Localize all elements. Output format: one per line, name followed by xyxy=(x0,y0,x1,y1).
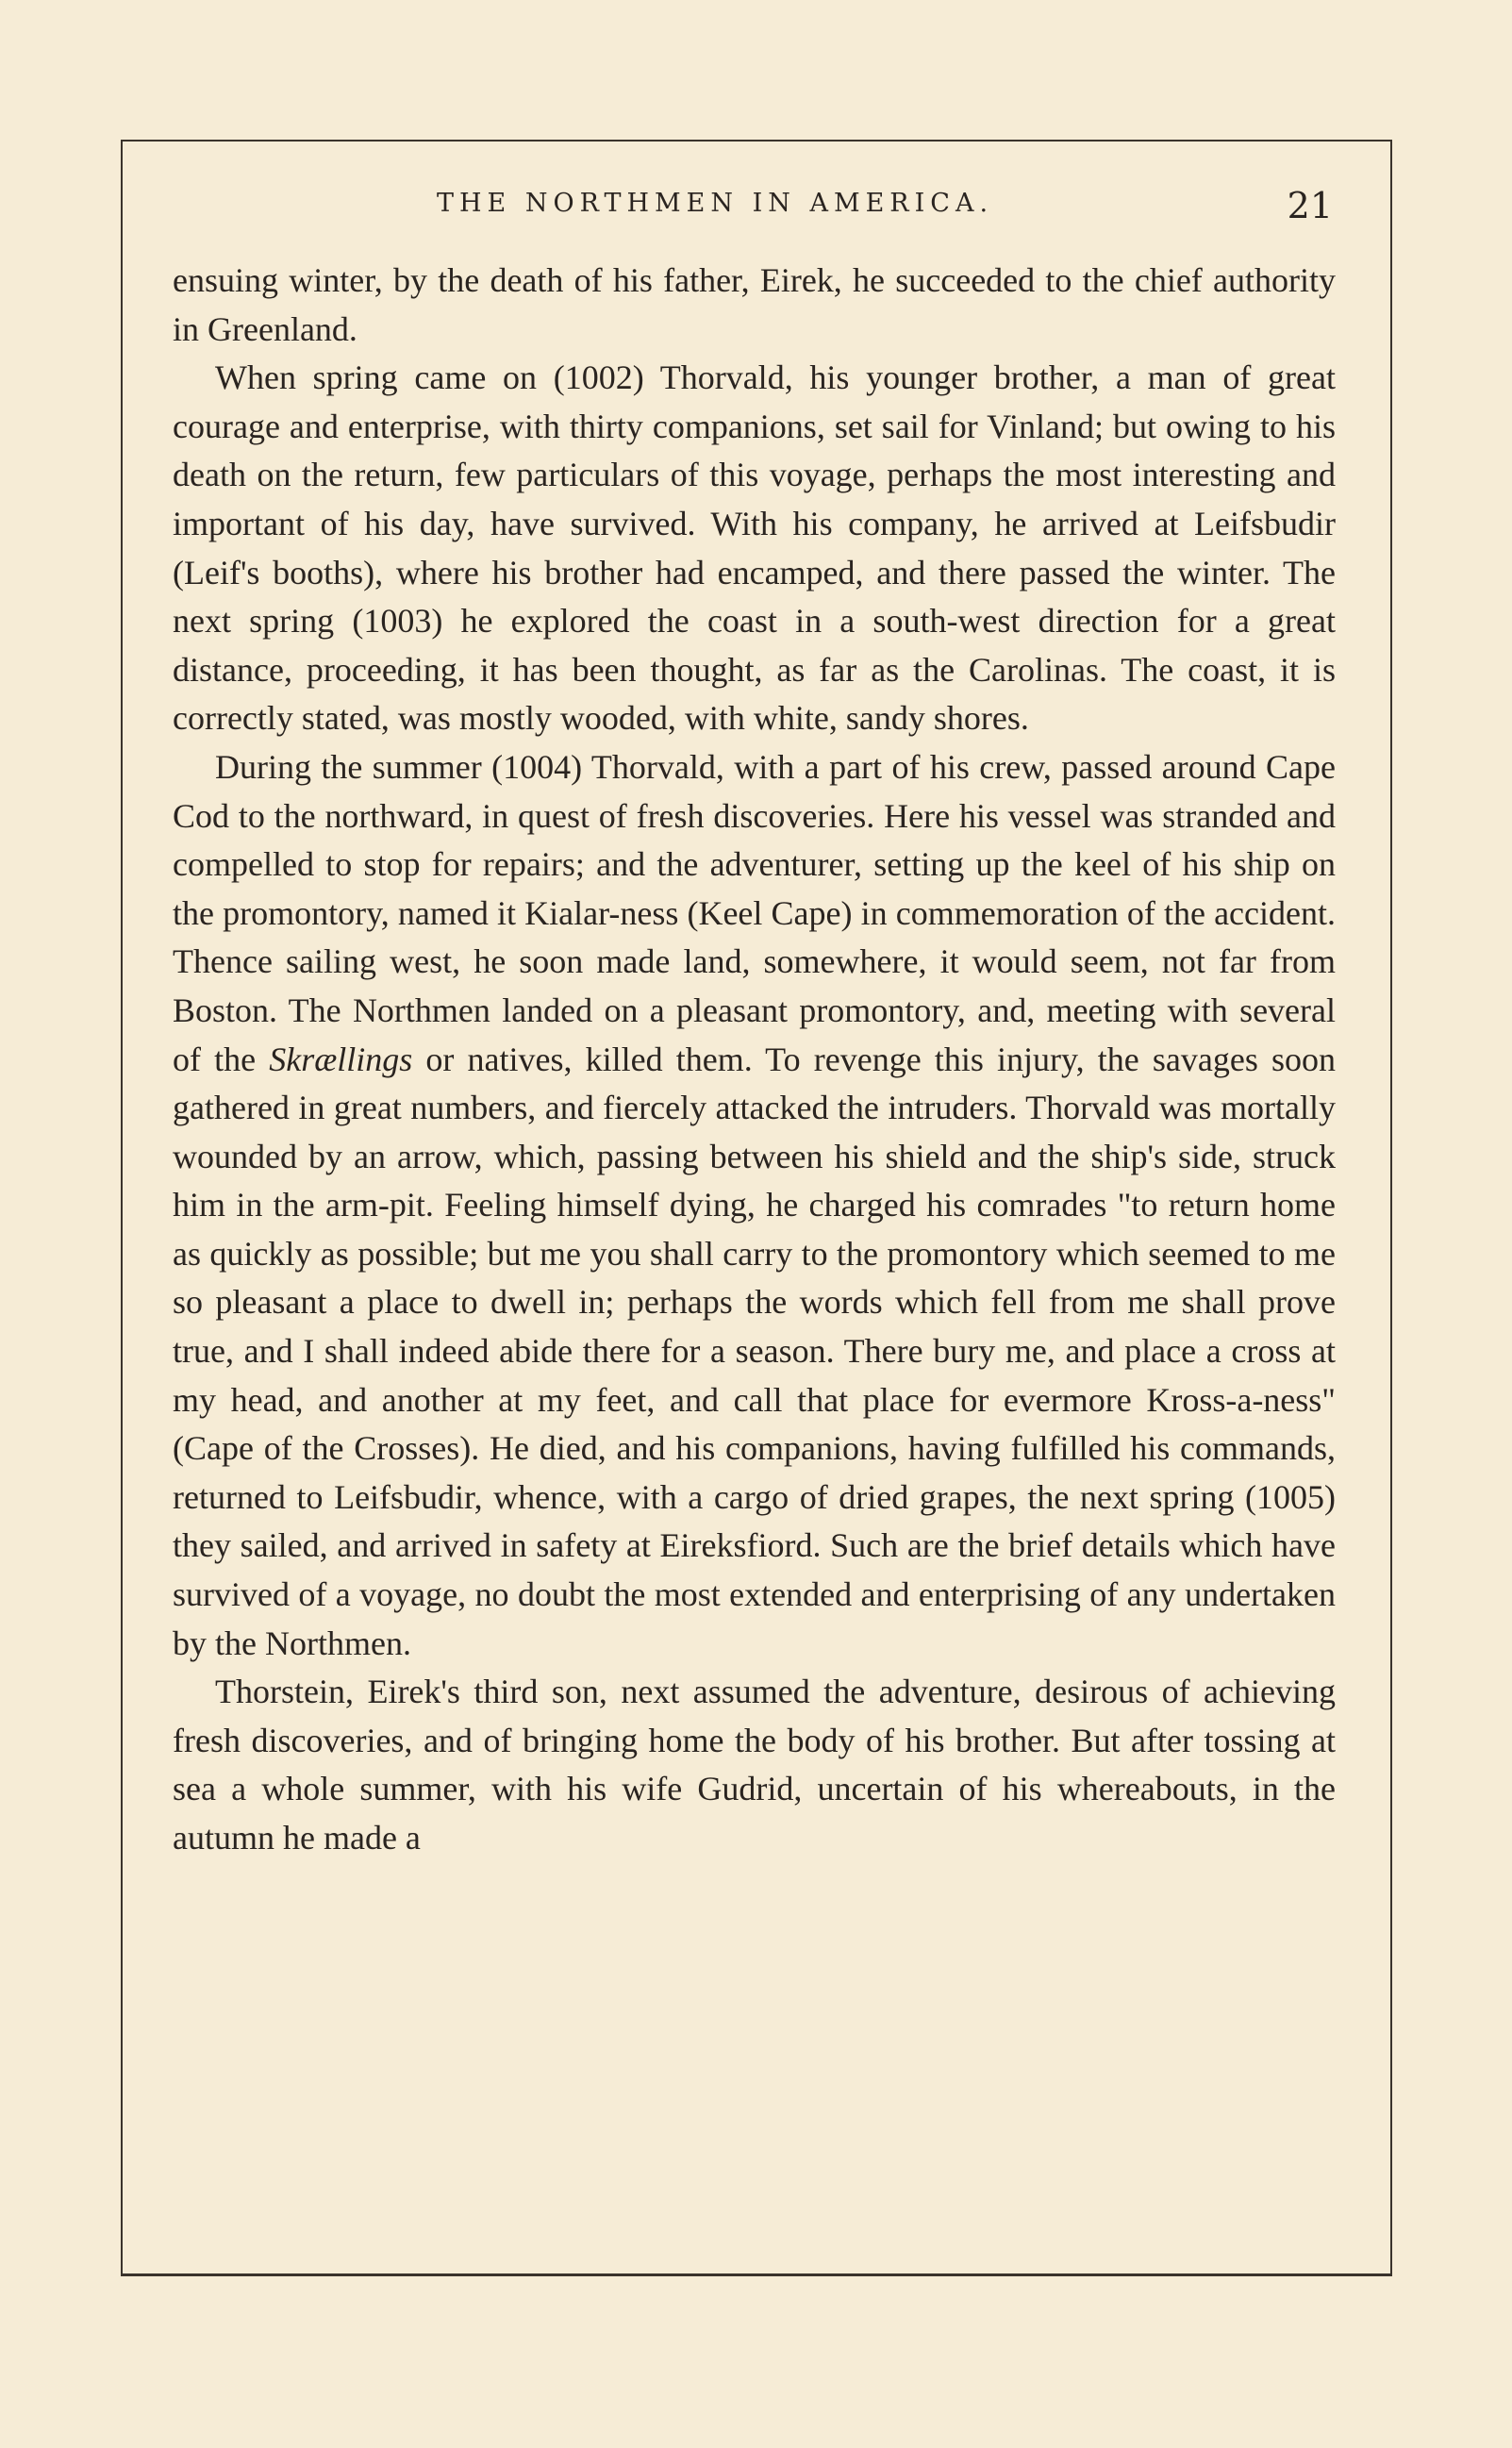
paragraph-2: When spring came on (1002) Thorvald, his younger brother, a man of great courage and enterprise, with thirty companions, set sail for Vinland; but owing to his death on the return, few particulars of this voyage, perhaps the most interesting and important of his day, have survived. With his company, he arrived at Leifsbudir (Leif's booths), where his brother had encamped, and there passed the winter. The next spring (1003) he explored the coast in a south-west direction for a great distance, proceeding, it has been thought, as far as the Carolinas. The coast, it is correctly stated, was mostly wooded, with white, sandy shores. xyxy=(173,358,1336,738)
paragraph-3 xyxy=(173,743,1336,1668)
running-head xyxy=(173,185,1342,241)
body-text xyxy=(173,257,1336,1863)
paragraph-3-text-b: or natives, killed them. To revenge this injury, the savages soon gathered in great numbers, and fiercely attacked the intruders. Thorvald was mortally wounded by an arrow, which, passing between his shield and the ship's side, struck him in the arm-pit. Feeling himself dying, he charged his comrades "to return home as quickly as possible; but me you shall carry to the promontory which seemed to me so pleasant a place to dwell in; perhaps the words which fell from me shall prove true, and I shall indeed abide there for a season. There bury me, and place a cross at my head, and another at my feet, and call that place for evermore Kross-a-ness" (Cape of the Crosses). He died, and his companions, having fulfilled his commands, returned to Leifsbudir, whence, with a cargo of dried grapes, the next spring (1005) they sailed, and arrived in safety at Eireksfiord. Such are the brief details which have survived of a voyage, no doubt the most extended and enterprising of any undertaken by the Northmen. xyxy=(173,1040,1336,1662)
paragraph-4: Thorstein, Eirek's third son, next assumed the adventure, desirous of achieving fresh discoveries, and of bringing home the body of his brother. But after tossing at sea a whole summer, with his wife Gudrid, uncertain of his whereabouts, in the autumn he made a xyxy=(173,1673,1336,1857)
paragraph-1: ensuing winter, by the death of his father, Eirek, he succeeded to the chief authority in Greenland. xyxy=(173,261,1336,348)
paragraph-3-text-a: During the summer (1004) Thorvald, with a part of his crew, passed around Cape Cod to the northward, in quest of fresh discoveries. Here his vessel was stranded and compelled to stop for repairs; and the adventurer, setting up the keel of his ship on the promontory, named it Kialar-ness (Keel Cape) in commemoration of the accident. Thence sailing west, he soon made land, somewhere, it would seem, not far from Boston. The Northmen landed on a pleasant promontory, and, meeting with several of the xyxy=(173,747,1336,1078)
paragraph-3-italic-term: Skrællings xyxy=(269,1040,413,1078)
running-title: THE NORTHMEN IN AMERICA. xyxy=(437,189,994,218)
page-number: 21 xyxy=(1287,185,1333,226)
